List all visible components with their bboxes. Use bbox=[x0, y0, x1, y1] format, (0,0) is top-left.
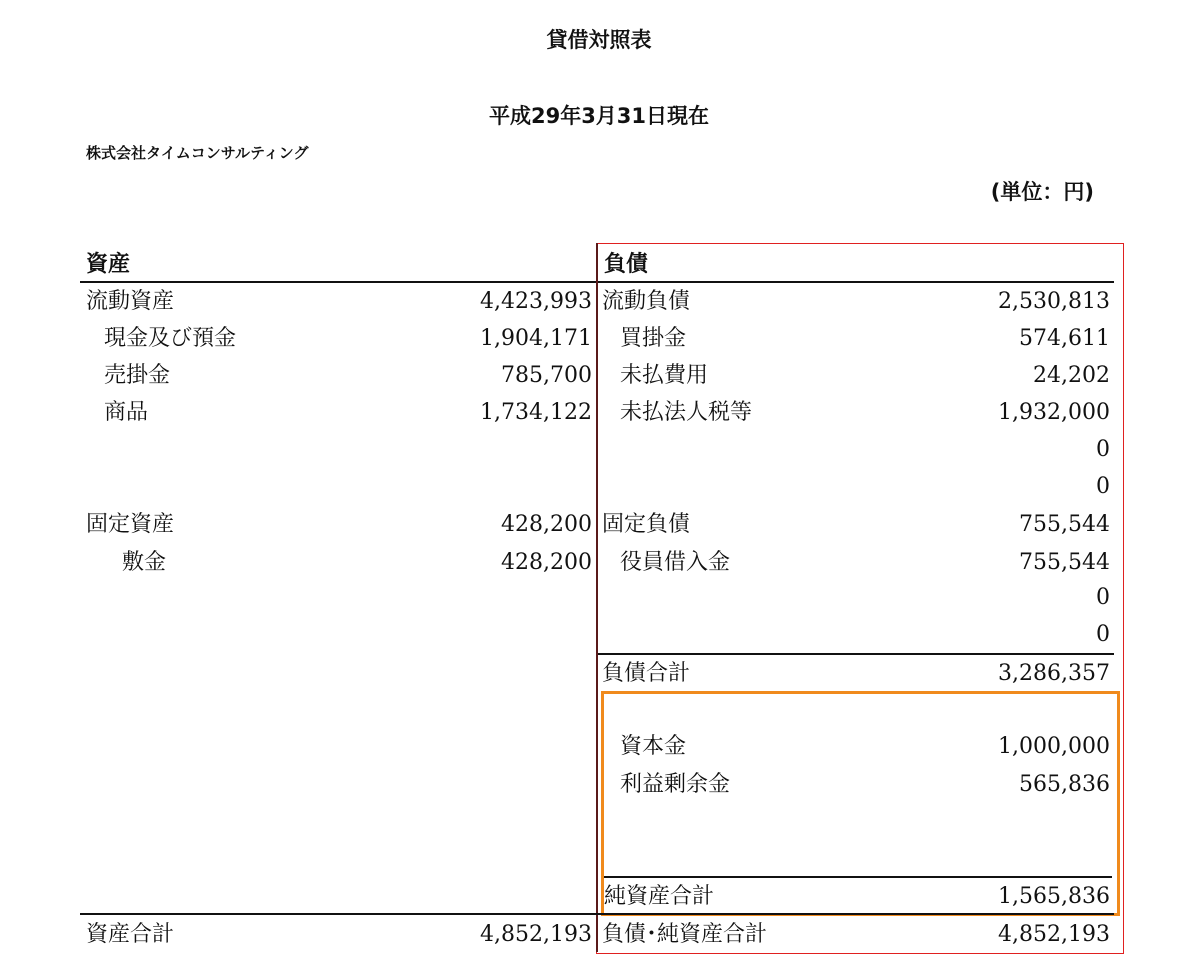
asset-row-current-assets: 流動資産 4,423,993 bbox=[86, 289, 592, 314]
liability-total-row: 負債合計 3,286,357 bbox=[602, 661, 1110, 686]
asset-row-fixed-assets: 固定資産 428,200 bbox=[86, 512, 592, 537]
asset-row-inventory: 商品 1,734,122 bbox=[104, 400, 592, 425]
liability-row-current: 流動負債 2,530,813 bbox=[602, 289, 1110, 314]
report-date: 平成29年3月31日現在 bbox=[488, 104, 710, 128]
net-assets-total-row: 純資産合計 1,565,836 bbox=[604, 884, 1110, 909]
asset-row-receivables: 売掛金 785,700 bbox=[104, 363, 592, 388]
assets-heading: 資産 bbox=[86, 252, 131, 277]
grand-total-row: 負債･純資産合計 4,852,193 bbox=[602, 922, 1110, 947]
net-assets-total-line bbox=[604, 876, 1112, 878]
net-asset-row-capital: 資本金 1,000,000 bbox=[620, 734, 1110, 759]
asset-row-cash: 現金及び預金 1,904,171 bbox=[104, 326, 592, 351]
asset-total-row: 資産合計 4,852,193 bbox=[86, 922, 592, 947]
liability-row-accrued-expenses: 未払費用 24,202 bbox=[620, 363, 1110, 388]
net-asset-row-retained-earnings: 利益剰余金 565,836 bbox=[620, 772, 1110, 797]
document-title: 貸借対照表 bbox=[546, 28, 652, 52]
liabilities-heading: 負債 bbox=[604, 252, 649, 277]
liability-row-fixed: 固定負債 755,544 bbox=[602, 512, 1110, 537]
unit-label: (単位：円) bbox=[990, 180, 1094, 204]
liability-row-blank-1: 0 bbox=[1096, 437, 1110, 462]
liability-row-blank-4: 0 bbox=[1096, 622, 1110, 647]
liability-row-officer-loan: 役員借入金 755,544 bbox=[620, 550, 1110, 575]
liabilities-total-line bbox=[598, 653, 1114, 655]
liability-row-blank-2: 0 bbox=[1096, 474, 1110, 499]
company-name: 株式会社タイムコンサルティング bbox=[86, 144, 309, 162]
liability-row-blank-3: 0 bbox=[1096, 585, 1110, 610]
asset-row-deposit: 敷金 428,200 bbox=[122, 550, 592, 575]
liability-row-accrued-taxes: 未払法人税等 1,932,000 bbox=[620, 400, 1110, 425]
liability-row-payables: 買掛金 574,611 bbox=[620, 326, 1110, 351]
